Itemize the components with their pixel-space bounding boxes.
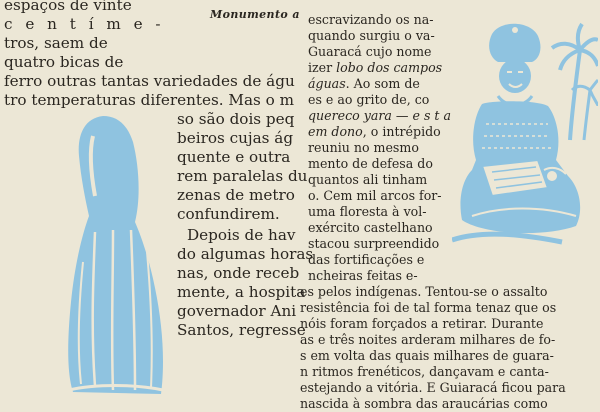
text-line: reuniu no mesmo bbox=[308, 140, 419, 155]
text-line: exército castelhano bbox=[308, 220, 433, 235]
text-line: quente e outra bbox=[177, 148, 291, 166]
text-line: s em volta das quais milhares de guara- bbox=[300, 348, 554, 363]
text-line: governador Ani bbox=[177, 302, 297, 320]
text-line: es e ao grito de, co bbox=[308, 92, 430, 107]
illustration-caption: Monumento a bbox=[210, 8, 300, 21]
text-line: tro temperaturas diferentes. Mas o m bbox=[4, 91, 295, 109]
text-line: n ritmos frenéticos, dançavam e canta- bbox=[300, 364, 549, 379]
text-line: quatro bicas de bbox=[4, 53, 124, 71]
text-line: águas. Ao som de bbox=[308, 76, 420, 91]
text-line: nóis foram forçados a retirar. Durante bbox=[300, 316, 544, 331]
text-line: das fortificações e bbox=[308, 252, 425, 267]
right-text-column bbox=[300, 0, 600, 411]
text-line: c e n t í m e - bbox=[4, 15, 165, 33]
text-line: Guaracá cujo nome bbox=[308, 44, 432, 59]
text-line: uma floresta à vol- bbox=[308, 204, 427, 219]
text-line: resistência foi de tal forma tenaz que os bbox=[300, 300, 557, 315]
text-line: quantos ali tinham bbox=[308, 172, 428, 187]
text-line: mente, a hospita bbox=[177, 283, 306, 301]
text-line: estejando a vitória. E Guiaracá ficou para bbox=[300, 380, 566, 395]
text-line: stacou surpreendido bbox=[308, 236, 440, 251]
text-line: ferro outras tantas variedades de águ bbox=[4, 72, 295, 90]
text-line: as e três noites arderam milhares de fo- bbox=[300, 332, 556, 347]
text-line: tros, saem de bbox=[4, 34, 108, 52]
text-line: escravizando os na- bbox=[308, 12, 434, 27]
text-line: rem paralelas du bbox=[177, 167, 308, 185]
text-line: em dono, o intrépido bbox=[308, 124, 441, 139]
text-line: Depois de hav bbox=[187, 226, 296, 244]
text-line: quereco yara — e s t a bbox=[308, 108, 451, 123]
text-line: quando surgiu o va- bbox=[308, 28, 435, 43]
text-line: mento de defesa do bbox=[308, 156, 433, 171]
text-line: izer lobo dos campos bbox=[308, 60, 443, 75]
text-line: espaços de vinte bbox=[4, 0, 132, 14]
text-line: confundirem. bbox=[177, 205, 280, 223]
text-line: ncheiras feitas e- bbox=[308, 268, 418, 283]
text-line: nas, onde receb bbox=[177, 264, 300, 282]
text-line: do algumas horas bbox=[177, 245, 314, 263]
text-line: o. Cem mil arcos for- bbox=[308, 188, 442, 203]
text-line: so são dois peq bbox=[177, 110, 295, 128]
text-line: beiros cujas ág bbox=[177, 129, 294, 147]
text-line: nascida à sombra das araucárias como bbox=[300, 396, 548, 411]
text-line: es pelos indígenas. Tentou-se o assalto bbox=[300, 284, 548, 299]
text-line: Santos, regresse bbox=[177, 321, 306, 339]
text-line: zenas de metro bbox=[177, 186, 295, 204]
